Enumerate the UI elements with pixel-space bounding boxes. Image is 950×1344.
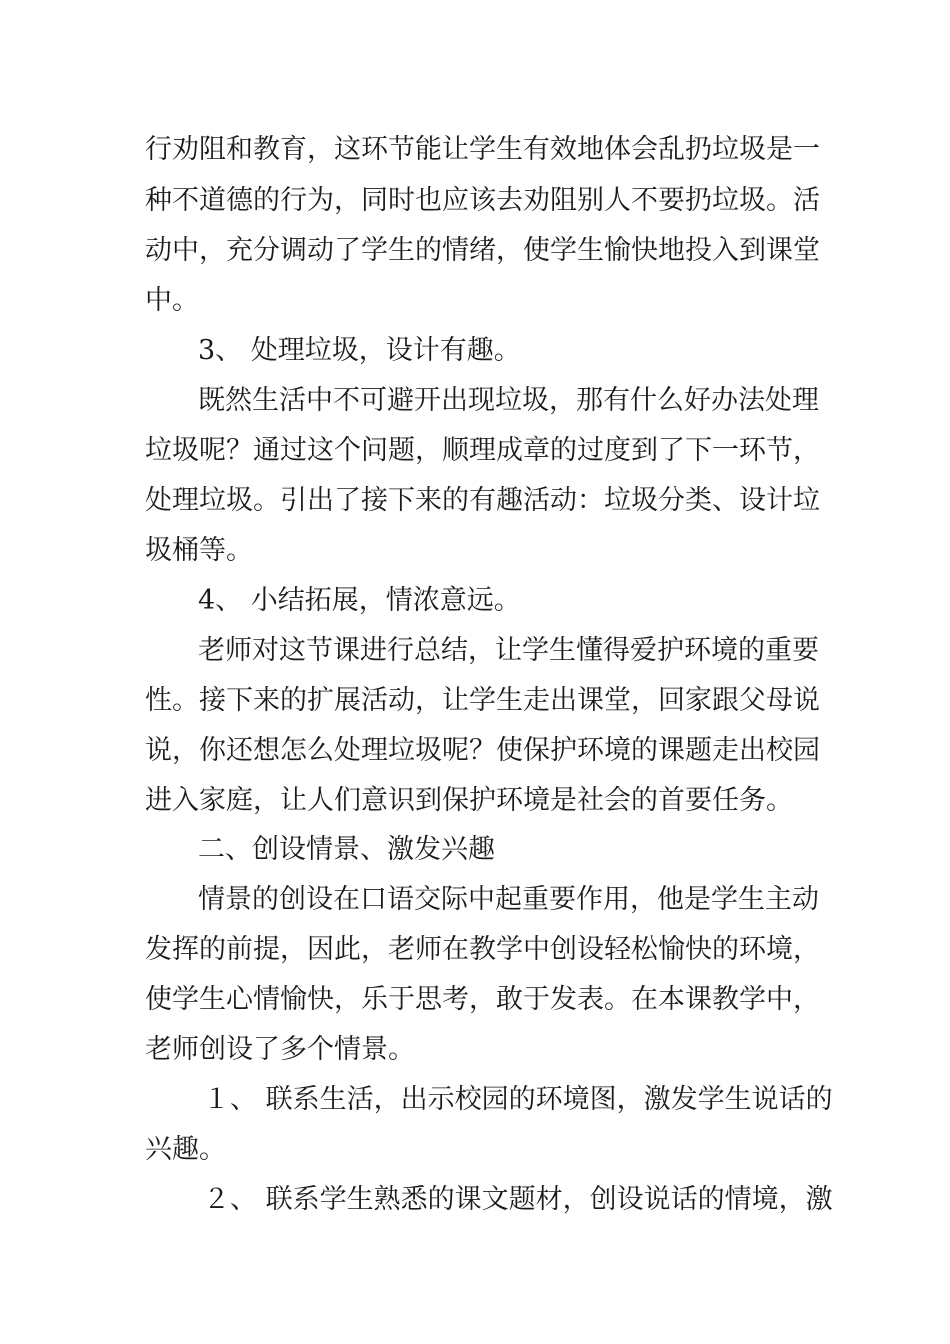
paragraph-line: 垃圾呢？通过这个问题，顺理成章的过度到了下一环节， — [145, 435, 820, 466]
paragraph-line: 说，你还想怎么处理垃圾呢？使保护环境的课题走出校园 — [145, 735, 820, 766]
paragraph-line: 性。接下来的扩展活动，让学生走出课堂，回家跟父母说 — [145, 685, 820, 716]
paragraph-line: 兴趣。 — [145, 1134, 226, 1165]
paragraph-line: 既然生活中不可避开出现垃圾，那有什么好办法处理 — [198, 385, 819, 416]
list-item-heading: 3、 处理垃圾，设计有趣。 — [198, 335, 521, 366]
section-heading: 二、创设情景、激发兴趣 — [198, 834, 495, 865]
paragraph-line: 处理垃圾。引出了接下来的有趣活动：垃圾分类、设计垃 — [145, 485, 820, 516]
paragraph-line: 中。 — [145, 285, 199, 316]
paragraph-line: 动中，充分调动了学生的情绪，使学生愉快地投入到课堂 — [145, 235, 820, 266]
paragraph-line: 情景的创设在口语交际中起重要作用，他是学生主动 — [198, 884, 819, 915]
paragraph-line: 圾桶等。 — [145, 535, 253, 566]
paragraph-line: 老师创设了多个情景。 — [145, 1034, 415, 1065]
paragraph-line: 行劝阻和教育，这环节能让学生有效地体会乱扔垃圾是一 — [145, 134, 820, 165]
list-item-line: ２、 联系学生熟悉的课文题材，创设说话的情境，激 — [203, 1184, 833, 1215]
paragraph-line: 使学生心情愉快，乐于思考，敢于发表。在本课教学中， — [145, 984, 820, 1015]
list-item-heading: 4、 小结拓展，情浓意远。 — [198, 585, 521, 616]
paragraph-line: 进入家庭，让人们意识到保护环境是社会的首要任务。 — [145, 785, 793, 816]
list-item-line: １、 联系生活，出示校园的环境图，激发学生说话的 — [203, 1084, 833, 1115]
paragraph-line: 发挥的前提，因此，老师在教学中创设轻松愉快的环境， — [145, 934, 820, 965]
paragraph-line: 种不道德的行为，同时也应该去劝阻别人不要扔垃圾。活 — [145, 185, 820, 216]
paragraph-line: 老师对这节课进行总结，让学生懂得爱护环境的重要 — [198, 635, 819, 666]
